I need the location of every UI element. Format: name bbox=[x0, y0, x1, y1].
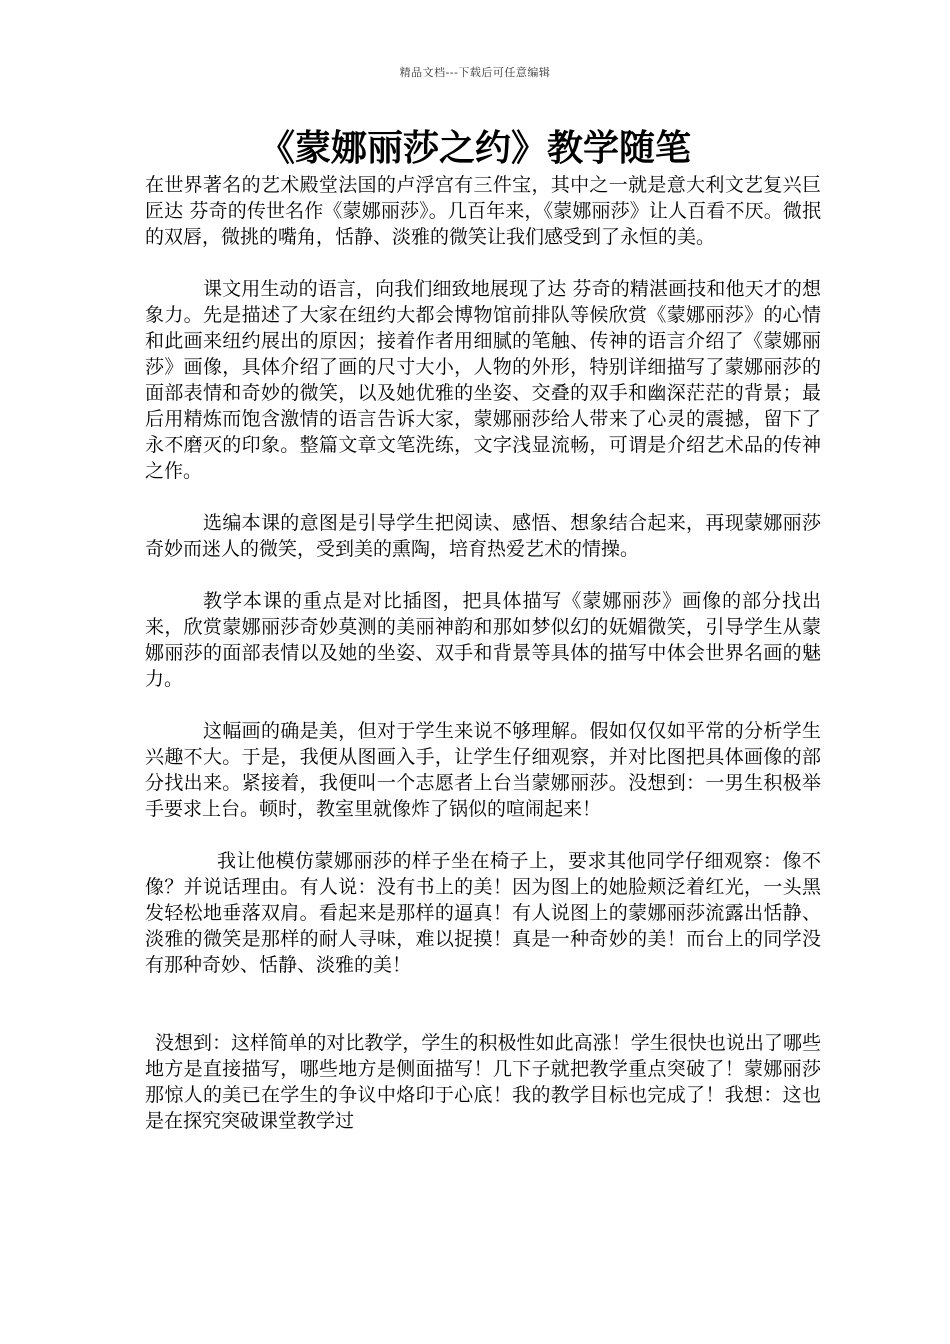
paragraph-intro: 在世界著名的艺术殿堂法国的卢浮宫有三件宝，其中之一就是意大利文艺复兴巨匠达 芬奇的传世名作《蒙娜丽莎》。几百年来，《蒙娜丽莎》让人百看不厌。微抿的双唇，微挑的嘴角，恬静、淡雅的微笑让我们感受到了永恒的美。 bbox=[145, 174, 821, 248]
paragraph-reflection: 没想到：这样简单的对比教学，学生的积极性如此高涨！学生很快也说出了哪些地方是直接描写，哪些地方是侧面描写！几下子就把教学重点突破了！蒙娜丽莎那惊人的美已在学生的争议中烙印于心底！我的教学目标也完成了！我想：这也是在探究突破课堂教学过 bbox=[145, 1032, 821, 1132]
document-title: 《蒙娜丽莎之约》教学随笔 bbox=[258, 127, 691, 169]
paragraph-student-observation: 我让他模仿蒙娜丽莎的样子坐在椅子上，要求其他同学仔细观察：像不像？并说话理由。有人说：没有书上的美！因为图上的她脸颊泛着红光，一头黑发轻松地垂落双肩。看起来是那样的逼真！有人说图上的蒙娜丽莎流露出恬静、淡雅的微笑是那样的耐人寻味，难以捉摸！真是一种奇妙的美！而台上的同学没有那种奇妙、恬静、淡雅的美！ bbox=[145, 850, 821, 976]
paragraph-teaching-focus: 教学本课的重点是对比插图，把具体描写《蒙娜丽莎》画像的部分找出来，欣赏蒙娜丽莎奇妙莫测的美丽神韵和那如梦似幻的妩媚微笑，引导学生从蒙娜丽莎的面部表情以及她的坐姿、双手和背景等具体的描写中体会世界名画的魅力。 bbox=[145, 590, 821, 690]
paragraph-classroom-activity: 这幅画的确是美，但对于学生来说不够理解。假如仅仅如平常的分析学生兴趣不大。于是，我便从图画入手，让学生仔细观察，并对比图把具体画像的部分找出来。紧接着，我便叫一个志愿者上台当蒙娜丽莎。没想到：一男生积极举手要求上台。顿时，教室里就像炸了锅似的喧闹起来！ bbox=[145, 720, 821, 820]
document-body bbox=[145, 172, 821, 1134]
paragraph-gap bbox=[145, 822, 821, 848]
paragraph-lesson-intent: 选编本课的意图是引导学生把阅读、感悟、想象结合起来，再现蒙娜丽莎奇妙而迷人的微笑，受到美的熏陶，培育热爱艺术的情操。 bbox=[145, 512, 821, 560]
paragraph-gap bbox=[145, 692, 821, 718]
paragraph-gap bbox=[145, 250, 821, 276]
paragraph-gap bbox=[145, 978, 821, 1030]
paragraph-lesson-summary: 课文用生动的语言，向我们细致地展现了达 芬奇的精湛画技和他天才的想象力。先是描述了大家在纽约大都会博物馆前排队等候欣赏《蒙娜丽莎》的心情和此画来纽约展出的原因；接着作者用细腻的笔触、传神的语言介绍了《蒙娜丽莎》画像，具体介绍了画的尺寸大小，人物的外形，特别详细描写了蒙娜丽莎的面部表情和奇妙的微笑，以及她优雅的坐姿、交叠的双手和幽深茫茫的背景；最后用精炼而饱含激情的语言告诉大家，蒙娜丽莎给人带来了心灵的震撼，留下了永不磨灭的印象。整篇文章文笔洗练，文字浅显流畅，可谓是介绍艺术品的传神之作。 bbox=[145, 278, 821, 482]
paragraph-gap bbox=[145, 484, 821, 510]
paragraph-gap bbox=[145, 562, 821, 588]
header-note: 精品文档---下载后可任意编辑 bbox=[399, 66, 551, 79]
